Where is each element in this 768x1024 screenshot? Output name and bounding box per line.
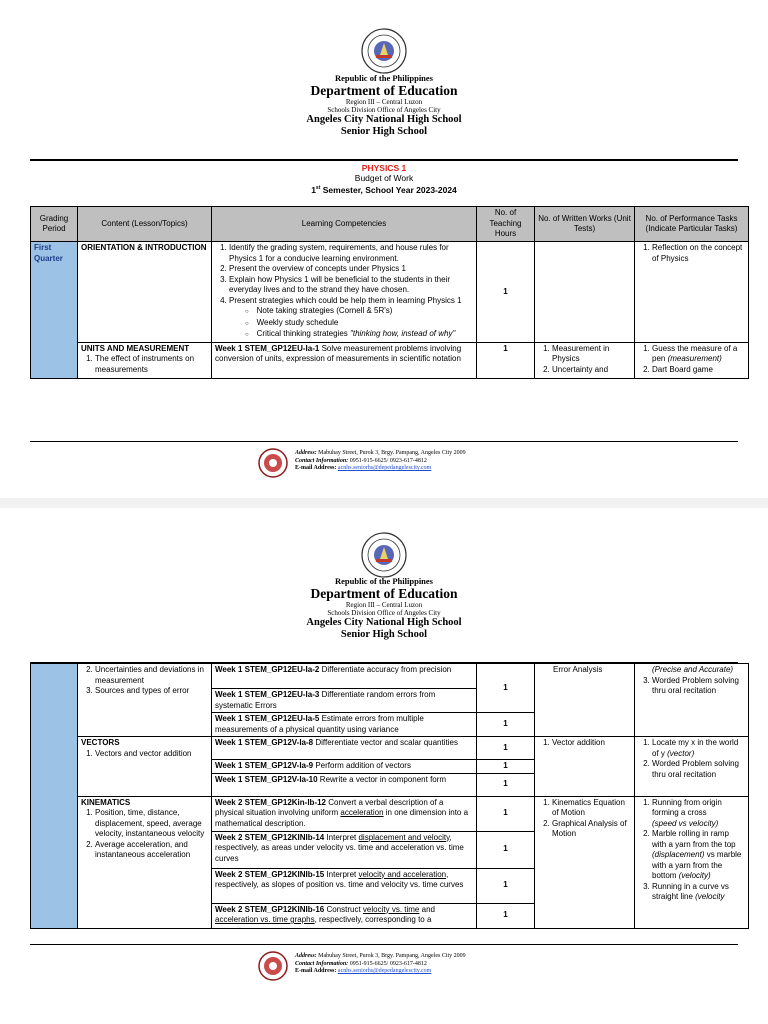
written-kinematics: 1. Kinematics Equation of Motion 2. Graphical Analysis of Motion (535, 796, 635, 928)
email-link[interactable]: acnhs.seniorhs@depedangelescity.com (337, 968, 432, 974)
col-performance-tasks: No. of Performance Tasks (Indicate Particular Tasks) (635, 207, 749, 242)
school-logo-icon (258, 448, 288, 478)
email-link[interactable]: acnhs.seniorhs@depedangelescity.com (337, 465, 432, 471)
grading-period-cell (31, 664, 78, 929)
hours-cell: 1 (477, 773, 535, 796)
written-units-cont: Error Analysis (535, 664, 635, 737)
letterhead (0, 73, 768, 138)
division-text: Schools Division Office of Angeles City (327, 609, 441, 617)
competency-row: Week 2 STEM_GP12Kin-Ib-12 Convert a verbal description of a physical situation involving uniform acceleration in one dimension into a mathematical description. (212, 796, 477, 831)
hours-cell: 1 (477, 903, 535, 928)
col-hours: No. of Teaching Hours (477, 207, 535, 242)
grading-period-cell: First Quarter (31, 242, 78, 379)
school-logo-icon (258, 951, 288, 981)
table-row-vectors-1 (31, 737, 749, 760)
topic-kinematics: KINEMATICS 1. Position, time, distance, displacement, speed, average velocity, instantaneous velocity 2. Average acceleration, and instantaneous acceleration (78, 796, 212, 928)
table-row-units (31, 342, 749, 378)
performance-kinematics: 1. Running from origin forming a cross (speed vs velocity) 2. Marble rolling in ramp with a yarn from the top (displacement) vs marble with a yarn from the bottom (velocity) 3. Running in a curve vs straight line (velocity (635, 796, 749, 928)
table-row-units-cont-1 (31, 664, 749, 689)
performance-orientation: 1. Reflection on the concept of Physics (635, 242, 749, 343)
topic-vectors: VECTORS 1. Vectors and vector addition (78, 737, 212, 797)
header-divider (30, 159, 738, 161)
region-text: Region III – Central Luzon (345, 601, 423, 609)
competency-row: Week 2 STEM_GP12KINIb-16 Construct velocity vs. time and acceleration vs. time graphs, respectively, corresponding to a (212, 903, 477, 928)
performance-vectors: 1. Locate my x in the world of y (vector) 2. Worded Problem solving thru oral recitation (635, 737, 749, 797)
republic-text: Republic of the Philippines (334, 73, 433, 83)
hours-orientation: 1 (477, 242, 535, 343)
semester-line: 1st Semester, School Year 2023-2024 (311, 184, 457, 195)
col-competencies: Learning Competencies (212, 207, 477, 242)
document-title (0, 163, 768, 195)
competency-row: Week 1 STEM_GP12EU-Ia-2 Differentiate accuracy from precision (212, 664, 477, 689)
hours-cell: 1 (477, 713, 535, 737)
topic-orientation: ORIENTATION & INTRODUCTION (78, 242, 212, 343)
region-text: Region III – Central Luzon (345, 98, 423, 106)
subject-title: PHYSICS 1 (361, 163, 407, 173)
col-grading-period: Grading Period (31, 207, 78, 242)
hours-cell: 1 (477, 760, 535, 774)
hours-units: 1 (477, 342, 535, 378)
hours-cell: 1 (477, 831, 535, 868)
table-row-kinematics-1 (31, 796, 749, 831)
school-level: Senior High School (340, 126, 428, 137)
school-level: Senior High School (340, 629, 428, 640)
school-name: Angeles City National High School (306, 617, 462, 628)
competency-row: Week 1 STEM_GP12V-Ia-10 Rewrite a vector in component form (212, 773, 477, 796)
department-text: Department of Education (310, 83, 458, 98)
footer-text: Address: Mabuhay Street, Purok 3, Brgy. Pampang, Angeles City 2009 Contact Information: 0951-915-6625/ 0923-617-4812 E-mail Address: acnhs.seniorhs@depedangelescity.com (295, 953, 466, 974)
competency-row: Week 2 STEM_GP12KINIb-15 Interpret velocity and acceleration, respectively, as slopes of position vs. time and velocity vs. time curves (212, 868, 477, 903)
budget-table-page2 (30, 663, 749, 929)
table-header-row (31, 207, 749, 242)
footer-divider (30, 944, 738, 945)
department-text: Department of Education (310, 586, 458, 601)
hours-cell: 1 (477, 796, 535, 831)
division-text: Schools Division Office of Angeles City (327, 106, 441, 114)
performance-units-cont: (Precise and Accurate) 3. Worded Problem solving thru oral recitation (635, 664, 749, 737)
subtitle: Budget of Work (354, 173, 414, 183)
footer-divider (30, 441, 738, 442)
written-units: 1. Measurement in Physics 2. Uncertainty and (535, 342, 635, 378)
letterhead (0, 576, 768, 641)
document-page-1 (0, 0, 768, 498)
written-orientation (535, 242, 635, 343)
col-content: Content (Lesson/Topics) (78, 207, 212, 242)
hours-cell: 1 (477, 737, 535, 760)
col-written-works: No. of Written Works (Unit Tests) (535, 207, 635, 242)
republic-text: Republic of the Philippines (334, 576, 433, 586)
competency-row: Week 1 STEM_GP12EU-Ia-3 Differentiate random errors from systematic Errors (212, 689, 477, 713)
competencies-orientation: 1. Identify the grading system, requirements, and house rules for Physics 1 for a conducive learning environment. 2. Present the overview of concepts under Physics 1 3. Explain how Physics 1 will be beneficial to the students in their everyday lives and to the strand they have chosen. 4. Present strategies which could be help them in learning Physics 1 ○ Note taking strategies (Cornell & 5R's) ○ Weekly study schedule ○ Critical thinking strategies "thinking how, instead of why" (212, 242, 477, 343)
footer-text: Address: Mabuhay Street, Purok 3, Brgy. Pampang, Angeles City 2009 Contact Information: 0951-915-6625/ 0923-617-4812 E-mail Address: acnhs.seniorhs@depedangelescity.com (295, 450, 466, 471)
deped-seal-icon (361, 532, 407, 578)
topic-units: UNITS AND MEASUREMENT 1. The effect of instruments on measurements (78, 342, 212, 378)
page-gap (0, 498, 768, 508)
competency-row: Week 1 STEM_GP12V-Ia-9 Perform addition of vectors (212, 760, 477, 774)
written-vectors: 1. Vector addition (535, 737, 635, 797)
table-row-orientation (31, 242, 749, 343)
competency-units: Week 1 STEM_GP12EU-Ia-1 Solve measurement problems involving conversion of units, expression of measurements in scientific notation (212, 342, 477, 378)
topic-units-cont: 2. Uncertainties and deviations in measurement 3. Sources and types of error (78, 664, 212, 737)
budget-table-page1 (30, 206, 749, 379)
deped-seal-icon (361, 28, 407, 74)
competency-row: Week 2 STEM_GP12KINIb-14 Interpret displacement and velocity, respectively, as areas under velocity vs. time and acceleration vs. time curves (212, 831, 477, 868)
school-name: Angeles City National High School (306, 114, 462, 125)
competency-row: Week 1 STEM_GP12EU-Ia-5 Estimate errors from multiple measurements of a physical quantity using variance (212, 713, 477, 737)
document-page-2 (0, 508, 768, 1024)
competency-row: Week 1 STEM_GP12V-Ia-8 Differentiate vector and scalar quantities (212, 737, 477, 760)
performance-units: 1. Guess the measure of a pen (measurement) 2. Dart Board game (635, 342, 749, 378)
hours-cell: 1 (477, 664, 535, 713)
hours-cell: 1 (477, 868, 535, 903)
